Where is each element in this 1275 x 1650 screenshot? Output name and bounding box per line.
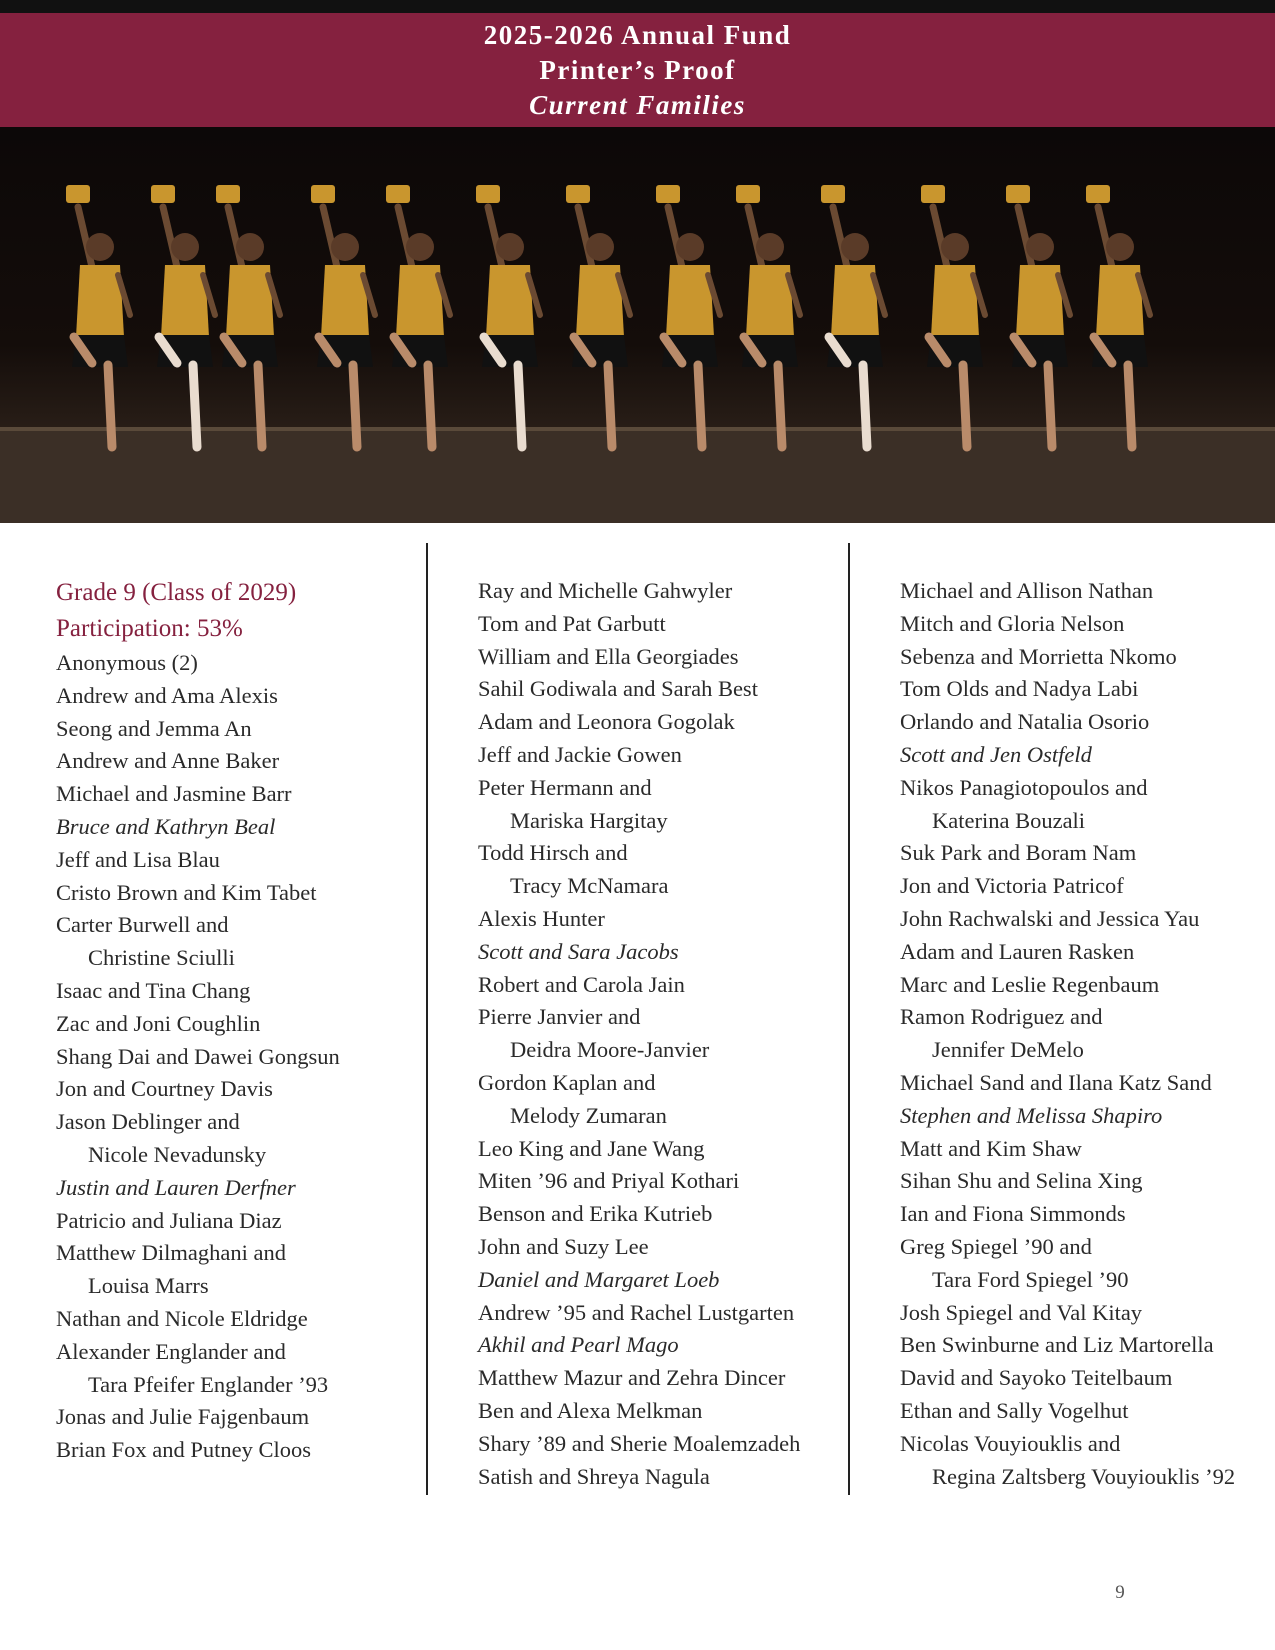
stage-edge (0, 427, 1275, 431)
dancer-figure (151, 185, 215, 447)
dancer-figure (476, 185, 540, 447)
donor-column-3 (900, 575, 1240, 1493)
donor-entry: Patricio and Juliana Diaz (56, 1207, 282, 1233)
donor-entry: Jason Deblinger and (56, 1109, 240, 1135)
donor-entry: Tom and Pat Garbutt (478, 610, 666, 636)
donor-entry: Andrew and Anne Baker (56, 748, 280, 774)
donor-entry: Robert and Carola Jain (478, 971, 685, 997)
donor-entry: Ray and Michelle Gahwyler (478, 578, 733, 603)
dancer-figure (1006, 185, 1070, 447)
donor-entry: Jeff and Jackie Gowen (478, 741, 682, 767)
donor-entry: John and Suzy Lee (478, 1233, 649, 1259)
donor-entry: Bruce and Kathryn Beal (56, 813, 276, 839)
donor-entry: Christine Sciulli (88, 945, 235, 971)
donor-entry: Gordon Kaplan and (478, 1069, 656, 1095)
donor-entry: Josh Spiegel and Val Kitay (900, 1299, 1143, 1325)
donor-entry: Michael Sand and Ilana Katz Sand (900, 1069, 1212, 1095)
donor-entry: Adam and Lauren Rasken (900, 938, 1135, 964)
donor-entry: Adam and Leonora Gogolak (478, 709, 735, 735)
donor-entry: Jonas and Julie Fajgenbaum (56, 1404, 310, 1430)
donor-entry: Stephen and Melissa Shapiro (900, 1102, 1163, 1128)
donor-entry: Michael and Allison Nathan (900, 578, 1154, 603)
donor-entry: Satish and Shreya Nagula (478, 1463, 710, 1489)
page-number: 9 (1115, 1582, 1125, 1603)
donor-entry: Anonymous (2) (56, 650, 198, 675)
donor-entry: Seong and Jemma An (56, 715, 252, 741)
stage-floor (0, 427, 1275, 523)
donor-entry: Scott and Jen Ostfeld (900, 741, 1092, 767)
donor-entry: Regina Zaltsberg Vouyiouklis ’92 (932, 1463, 1236, 1489)
donor-entry: Todd Hirsch and (478, 840, 628, 866)
dancer-figure (736, 185, 800, 447)
donor-entry: Ian and Fiona Simmonds (900, 1201, 1126, 1227)
donor-entry: Katerina Bouzali (932, 807, 1086, 833)
dancer-figure (386, 185, 450, 447)
donor-entry: Leo King and Jane Wang (478, 1135, 705, 1161)
donor-entry: Nikos Panagiotopoulos and (900, 774, 1148, 800)
column-divider-left (426, 543, 428, 1495)
donor-entry: Louisa Marrs (88, 1273, 209, 1299)
grade-heading: Grade 9 (Class of 2029) (56, 579, 297, 606)
donor-entry: Isaac and Tina Chang (56, 977, 251, 1003)
donor-entry: Mitch and Gloria Nelson (900, 610, 1125, 636)
donor-entry: Ben Swinburne and Liz Martorella (900, 1332, 1214, 1358)
donor-entry: Orlando and Natalia Osorio (900, 709, 1150, 735)
donor-entry: Miten ’96 and Priyal Kothari (478, 1168, 740, 1194)
donor-entry: Benson and Erika Kutrieb (478, 1201, 713, 1227)
donor-entry: Tracy McNamara (510, 873, 669, 899)
donor-entry: Sihan Shu and Selina Xing (900, 1168, 1143, 1194)
donor-entry: Brian Fox and Putney Cloos (56, 1437, 312, 1463)
donor-entry: Alexander Englander and (56, 1338, 286, 1364)
donor-entry: Cristo Brown and Kim Tabet (56, 879, 317, 905)
dancer-figure (656, 185, 720, 447)
dancers-illustration (0, 127, 1275, 523)
donor-entry: Zac and Joni Coughlin (56, 1010, 261, 1036)
donor-entry: Sahil Godiwala and Sarah Best (478, 676, 758, 702)
donor-entry: Tom Olds and Nadya Labi (900, 676, 1139, 702)
banner-title: 2025-2026 Annual Fund (483, 20, 792, 50)
donor-entry: John Rachwalski and Jessica Yau (900, 905, 1200, 931)
donor-entry: Peter Hermann and (478, 774, 652, 800)
donor-entry: Matthew Mazur and Zehra Dincer (478, 1365, 786, 1391)
donor-entry: Ramon Rodriguez and (900, 1004, 1103, 1030)
donor-column-2 (478, 575, 818, 1493)
participation-rate: Participation: 53% (56, 615, 243, 642)
donor-entry: Matt and Kim Shaw (900, 1135, 1082, 1161)
top-edge-bar (0, 0, 1275, 13)
donor-list (478, 575, 818, 1493)
header-banner (0, 13, 1275, 127)
dancer-figure (311, 185, 375, 447)
donor-entry: Scott and Sara Jacobs (478, 938, 679, 964)
dancer-figure (66, 185, 130, 447)
donor-entry: Nicole Nevadunsky (88, 1141, 267, 1167)
donor-entry: Tara Pfeifer Englander ’93 (88, 1371, 329, 1397)
donor-entry: Nathan and Nicole Eldridge (56, 1305, 308, 1331)
performance-photo (0, 127, 1275, 523)
donor-entry: Ethan and Sally Vogelhut (900, 1397, 1129, 1423)
donor-list (56, 647, 396, 1467)
donor-entry: Daniel and Margaret Loeb (478, 1266, 720, 1292)
donor-entry: Mariska Hargitay (510, 807, 668, 833)
donor-entry: Nicolas Vouyiouklis and (900, 1430, 1121, 1456)
donor-entry: Jeff and Lisa Blau (56, 846, 220, 872)
donor-entry: Carter Burwell and (56, 912, 229, 938)
donor-entry: Alexis Hunter (478, 905, 605, 931)
dancer-figure (566, 185, 630, 447)
column-divider-right (848, 543, 850, 1495)
donor-entry: William and Ella Georgiades (478, 643, 739, 669)
dancer-figure (1086, 185, 1150, 447)
donor-entry: Jon and Courtney Davis (56, 1076, 273, 1102)
donor-entry: Tara Ford Spiegel ’90 (932, 1266, 1129, 1292)
donor-entry: Michael and Jasmine Barr (56, 781, 292, 807)
donor-entry: Melody Zumaran (510, 1102, 667, 1128)
banner-section-label: Current Families (529, 90, 746, 120)
banner-subtitle: Printer’s Proof (539, 55, 736, 85)
dancer-figure (821, 185, 885, 447)
donor-entry: Jon and Victoria Patricof (900, 873, 1124, 899)
donor-list (900, 575, 1240, 1493)
donor-entry: Greg Spiegel ’90 and (900, 1233, 1092, 1259)
donor-entry: Sebenza and Morrietta Nkomo (900, 643, 1177, 669)
dancer-figure (921, 185, 985, 447)
donor-entry: Shang Dai and Dawei Gongsun (56, 1043, 340, 1069)
donor-entry: Andrew ’95 and Rachel Lustgarten (478, 1299, 795, 1325)
donor-entry: Matthew Dilmaghani and (56, 1240, 286, 1266)
donor-column-1 (56, 575, 396, 1467)
donor-entry: Marc and Leslie Regenbaum (900, 971, 1160, 997)
donor-entry: Ben and Alexa Melkman (478, 1397, 703, 1423)
donor-entry: Shary ’89 and Sherie Moalemzadeh (478, 1430, 801, 1456)
donor-entry: David and Sayoko Teitelbaum (900, 1365, 1173, 1391)
donor-entry: Andrew and Ama Alexis (56, 682, 278, 708)
donor-entry: Deidra Moore-Janvier (510, 1037, 710, 1063)
donor-entry: Pierre Janvier and (478, 1004, 641, 1030)
donor-entry: Akhil and Pearl Mago (478, 1332, 679, 1358)
donor-entry: Justin and Lauren Derfner (56, 1174, 296, 1200)
dancer-figure (216, 185, 280, 447)
donor-entry: Suk Park and Boram Nam (900, 840, 1137, 866)
donor-entry: Jennifer DeMelo (932, 1037, 1084, 1063)
